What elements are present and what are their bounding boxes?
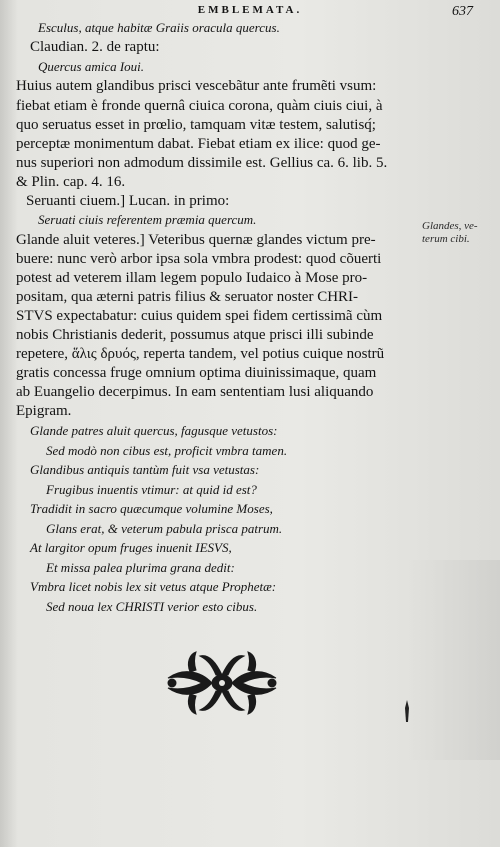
text-line: Quercus amica Ioui. — [38, 59, 145, 74]
text-line: potest ad veterem illam legem populo Iudaico à Mose pro- — [16, 270, 368, 286]
text-line: Huius autem glandibus prisci vescebãtur ante frumẽti vsum: — [16, 78, 377, 94]
text-line: perceptæ monimentum dabat. Fiebat etiam ex ilice: quod ge- — [16, 136, 381, 152]
page-number: 637 — [452, 4, 473, 19]
text-line: gratis concessa fruge omnium optima diuinissimaque, quam — [16, 365, 377, 381]
running-head: EMBLEMATA. — [197, 4, 303, 16]
poem-line: Glans erat, & veterum pabula prisca patrum. — [46, 521, 283, 536]
text-line: fiebat etiam è fronde quernâ ciuica corona, quàm ciuis ciui, à — [16, 98, 383, 114]
text-line: positam, qua æterni patris filius & seruator noster CHRI- — [16, 289, 359, 305]
text-line: Glande aluit veteres.] Veteribus quernæ glandes victum pre- — [16, 232, 376, 248]
margin-note: Glandes, ve-terum cibi. — [422, 220, 478, 245]
text-line: Seruanti ciuem.] Lucan. in primo: — [26, 193, 230, 209]
poem-line: Frugibus inuentis vtimur: at quid id est? — [46, 482, 257, 497]
poem-line: Glandibus antiquis tantùm fuit vsa vetustas: — [30, 462, 260, 477]
text-line: buere: nunc verò arbor ipsa sola vmbra prodest: quod cõuerti — [16, 251, 382, 267]
text-line: nobis Christianis dederit, possumus atque prisci illi subinde — [16, 327, 374, 343]
text-line: Epigram. — [16, 403, 72, 419]
text-line: Esculus, atque habitæ Graiis oracula quercus. — [38, 20, 280, 35]
poem-line: Sed noua lex CHRISTI verior esto cibus. — [46, 599, 258, 614]
text-line: ab Euangelio decerpimus. In eam sententiam lusi aliquando — [16, 384, 374, 400]
poem-line: Et missa palea plurima grana dedit: — [46, 560, 235, 575]
poem-line: Vmbra licet nobis lex sit vetus atque Prophetæ: — [30, 579, 277, 594]
text-line: Seruati ciuis referentem præmia quercum. — [38, 212, 257, 227]
text-line: nus superiori non admodum dissimile est. Gellius ca. 6. lib. 5. — [16, 155, 388, 171]
floral-ornament-icon — [160, 648, 284, 718]
poem-line: Sed modò non cibus est, proficit vmbra tamen. — [46, 443, 288, 458]
text-line: repetere, ἅλις δρυός, reperta tandem, vel potius cuique nostrũ — [16, 346, 385, 362]
ink-mark — [403, 700, 411, 722]
text-line: STVS expectabatur: cuius quidem spei fidem certissimã cùm — [16, 308, 383, 324]
text-line: quo seruatus esset in prœlio, tamquam vitæ testem, salutisq́; — [16, 117, 376, 133]
text-line: Claudian. 2. de raptu: — [30, 39, 160, 55]
poem-line: At largitor opum fruges inuenit IESVS, — [30, 540, 232, 555]
poem-line: Tradidit in sacro quæcumque volumine Moses, — [30, 501, 273, 516]
poem-line: Glande patres aluit quercus, fagusque vetustos: — [30, 423, 278, 438]
show-through — [405, 560, 500, 760]
text-line: & Plin. cap. 4. 16. — [16, 174, 126, 190]
